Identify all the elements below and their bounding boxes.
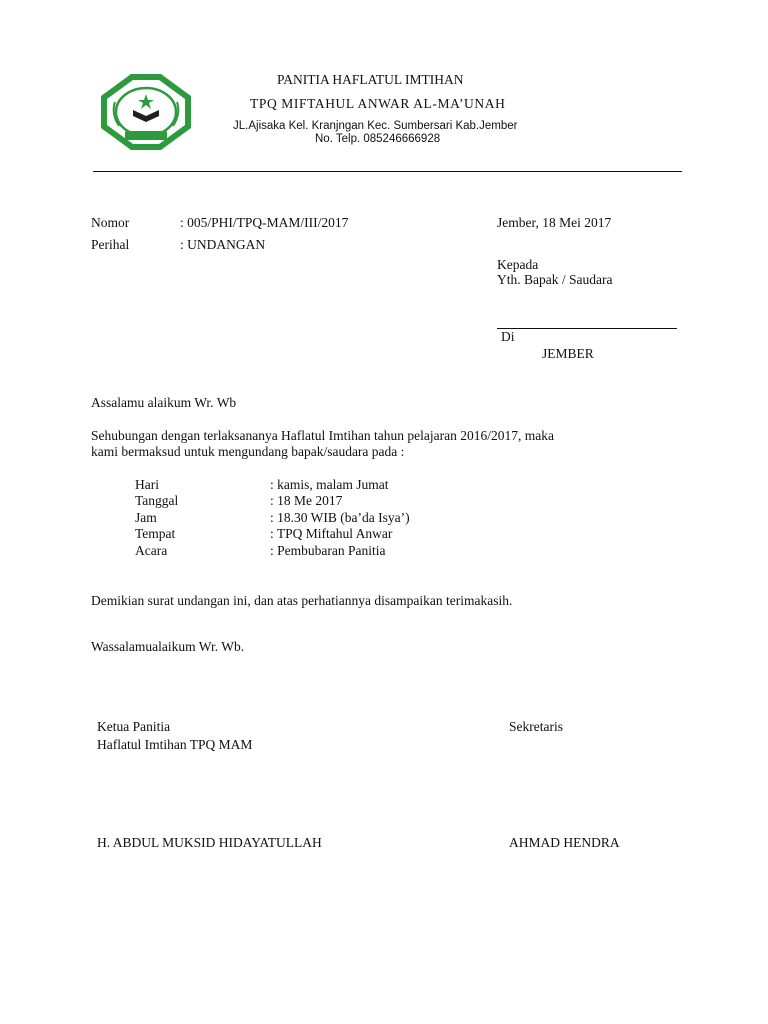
detail-label-tempat: Tempat: [135, 526, 176, 541]
closing-salam: Wassalamualaikum Wr. Wb.: [91, 639, 245, 654]
signer-right-name: AHMAD HENDRA: [509, 835, 620, 850]
detail-label-hari: Hari: [135, 477, 159, 492]
detail-value-tanggal: : 18 Me 2017: [270, 493, 343, 508]
detail-label-acara: Acara: [135, 543, 168, 558]
di-label: Di: [501, 329, 515, 344]
detail-label-jam: Jam: [135, 510, 157, 525]
tpq-logo: [97, 72, 195, 152]
header-address: JL.Ajisaka Kel. Kranjngan Kec. Sumbersari Kab.Jember: [233, 120, 518, 132]
nomor-label: Nomor: [91, 215, 130, 230]
header-subtitle: TPQ MIFTAHUL ANWAR AL-MA’UNAH: [250, 96, 506, 111]
recipient-name-line: [497, 328, 677, 329]
nomor-value: : 005/PHI/TPQ-MAM/III/2017: [180, 215, 349, 230]
detail-value-tempat: : TPQ Miftahul Anwar: [270, 526, 393, 541]
closing-sentence: Demikian surat undangan ini, dan atas perhatiannya disampaikan terimakasih.: [91, 593, 513, 608]
detail-value-jam: : 18.30 WIB (ba’da Isya’): [270, 510, 410, 525]
detail-value-acara: : Pembubaran Panitia: [270, 543, 386, 558]
signer-right-title: Sekretaris: [509, 719, 563, 734]
intro-line-1: Sehubungan dengan terlaksananya Haflatul Imtihan tahun pelajaran 2016/2017, maka: [91, 428, 554, 443]
detail-label-tanggal: Tanggal: [135, 493, 179, 508]
header-divider: [93, 171, 682, 172]
signer-left-title: Ketua Panitia: [97, 719, 171, 734]
header-phone: No. Telp. 085246666928: [315, 133, 441, 145]
signer-left-name: H. ABDUL MUKSID HIDAYATULLAH: [97, 835, 322, 850]
letter-date: Jember, 18 Mei 2017: [497, 215, 612, 230]
signer-left-committee: Haflatul Imtihan TPQ MAM: [97, 737, 253, 752]
header-title: PANITIA HAFLATUL IMTIHAN: [277, 72, 464, 87]
intro-line-2: kami bermaksud untuk mengundang bapak/saudara pada :: [91, 444, 405, 459]
kepada-label: Kepada: [497, 257, 539, 272]
perihal-value: : UNDANGAN: [180, 237, 266, 252]
logo-ribbon: [125, 131, 167, 140]
perihal-label: Perihal: [91, 237, 130, 252]
recipient-city: JEMBER: [542, 346, 594, 361]
greeting: Assalamu alaikum Wr. Wb: [91, 395, 237, 410]
detail-value-hari: : kamis, malam Jumat: [270, 477, 389, 492]
recipient-line: Yth. Bapak / Saudara: [497, 272, 613, 287]
